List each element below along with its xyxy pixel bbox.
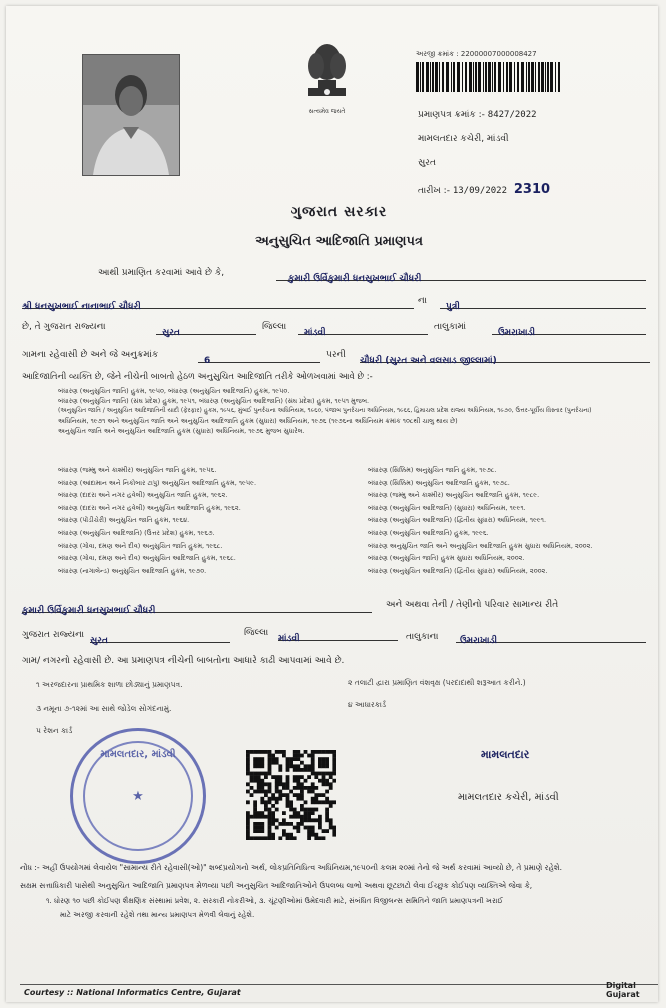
application-number: અરજી ક્રમાંક : 22000007000008427 (416, 50, 537, 58)
taluka-label: તાલુકામાં (434, 322, 467, 332)
town: સુરત (162, 328, 180, 338)
order-item: બંધારણ (અનુસુચિત જાતિ) હુકમ સુધારા અધિનિયમ, ૨૦૦૨. (368, 554, 525, 563)
official-seal: મામલતદાર, માંડવી ★ (70, 728, 206, 864)
order-item: બંધારણ (નાગાલેન્ડ) અનુસુચિત આદિજાતિ હુકમ, ૧૯૭૦. (58, 566, 207, 575)
order-item: બંધારણ (અનુસુચિત આદિજાતિ) (દ્વિતીય સુધારા) અધિનિયમ, ૨૦૦૨. (368, 566, 548, 575)
order-item: બંધારણ (અનુસુચિત આદિજાતિ) (દ્વિતીય સુધારા) અધિનિયમ, ૧૯૯૧. (368, 516, 547, 525)
note-line: ૧. ધોરણ ૧૦ પછી કોઈપણ શૈક્ષણિક સંસ્થામાં પ્રવેશ, ૨. સરકારી નોકરીઓ, ૩. ચૂંટણીઓમાં ઉમેદવારી માટે, સંબંધિત વિજીલન્સ સમિતિને જાતિ પ્રમાણપત્રની ખરાઈ (46, 896, 503, 905)
applicant-name: કુમારી ઉર્વિકુમારી ધનસુખભાઈ ચૌધરી (288, 274, 422, 284)
note-line: નોંધ :- અહીં ઉપયોગમાં લેવાયેલ "સામાન્ય રીતે રહેવાસી(ઓ)" શબ્દપ્રયોગનો અર્થ, લોકપ્રતિનિધિત્વ અધિનિયમ,૧૯૫૦ની કલમ ૨૦માં તેનો જે અર્થ કરવામાં આવ્યો છે, તે પ્રમાણે રહેશે. (20, 863, 563, 872)
barcode (416, 62, 564, 92)
certificate-page (6, 6, 658, 1002)
order-item: બંધારણ (અનુસુચિત જાતિ) હુકમ, ૧૯૫૦, બંધારણ (અનુસુચિત આદિજાતિ) હુકમ, ૧૯૫૦. (58, 387, 290, 395)
document-item: ૩ નમૂના ૭-૧૨માં આ સાથે જોડેલ સોગંદનામું. (36, 704, 172, 713)
certificate-number-row: પ્રમાણપત્ર ક્રમાંક :- 8427/2022 (418, 110, 537, 120)
order-item: બંધારણ (પોંડીચેરી) અનુસુચિત જાતિ હુકમ, ૧૯૬૪. (58, 516, 190, 525)
date-row: તારીખ :- 13/09/2022 2310 (418, 182, 551, 197)
caste: ચૌધરી (સુરત અને વલસાડ જીલ્લામાં) (360, 356, 497, 366)
order-item: અનુસુચિત જાતિ અને અનુસુચિત આદિજાતિ હુકમ (સુધારા) અધિનિયમ, ૧૯૭૬ મુજબ સુધારેલ. (58, 427, 305, 435)
date-label: તારીખ (418, 186, 441, 196)
emblem-caption: સત્યમેવ જયતે (308, 108, 346, 115)
order-item: બંધારણ (આંદામાન અને નિકોબાર ટાપુ) અનુસુચિત આદિજાતિ હુકમ, ૧૯૫૯. (58, 478, 257, 487)
residence-village: ઉમરાખાડી (460, 636, 498, 646)
order-item: બંધારણ (અનુસુચિત આદિજાતિ) (ઉત્તર પ્રદેશ) હુકમ, ૧૯૬૭. (58, 528, 215, 537)
document-item: ૫ રેશન કાર્ડ (36, 726, 73, 735)
order-item: બંધારણ (અનુસુચિત જાતિ) (સંઘ પ્રદેશ) હુકમ, ૧૯૫૧, બંધારણ (અનુસુચિત આદિજાતિ) (સંઘ પ્રદેશ) હુકમ, ૧૯૫૧ મુજબ. (58, 397, 370, 405)
relation: પુત્રી (446, 302, 460, 312)
signatory-office: મામલતદાર કચેરી, માંડવી (458, 792, 559, 803)
order-item: (અનુસુચિત જાતિ / અનુસુચિત આદિજાતિની યાદી (ફેરફાર) હુકમ, ૧૯૫૬, મુંબઈ પુનર્રચના અધિનિયમ, ૧૯૬૦, પંજાબ પુનર્રચના અધિનિયમ, ૧૯૬૬, હિમાચલ પ્રદેશ રાજ્ય અધિનિયમ, ૧૯૭૦, ઉત્તર-પૂર્વીય વિસ્તાર (પુનર્રચના) (58, 407, 592, 414)
seal-text: મામલતદાર, માંડવી (100, 749, 176, 760)
order-item: બંધારણ (દાદરા અને નગર હવેલી) અનુસુચિત જાતિ હુકમ, ૧૯૬૨. (58, 491, 228, 500)
caste-label: પરની (326, 350, 346, 360)
certify-label: આથી પ્રમાણિત કરવામાં આવે છે કે, (98, 268, 225, 278)
village: ઉમરાખાડી (498, 328, 536, 338)
signature: મામલતદાર (481, 748, 530, 761)
state-label: છે, તે ગુજરાત રાજ્યના (22, 322, 106, 332)
serial-number: 6 (204, 356, 211, 366)
residence-basis: ગામ/ નગરનો રહેવાસી છે. આ પ્રમાણપત્ર નીચેની બાબતોના આધારે કાઢી આપવામાં આવે છે. (22, 656, 345, 666)
order-item: બંધારણ (દાદરા અને નગર હવેલી) અનુસુચિત આદિજાતિ હુકમ, ૧૯૬૨. (58, 503, 241, 512)
order-item: બંધારણ અનુસુચિત જાતિ અને અનુસુચિત આદિજાતિ હુકમ સુધારા અધિનિયમ, ૨૦૦૨. (368, 541, 593, 550)
orders-top (58, 386, 648, 436)
certificate-title: અનુસુચિત આદિજાતિ પ્રમાણપત્ર (255, 234, 423, 249)
district-label: જિલ્લા (262, 322, 287, 332)
residence-state-label: ગુજરાત રાજ્યના (22, 630, 85, 640)
certificate-number: 8427/2022 (487, 110, 537, 120)
notes (20, 860, 652, 922)
note-line: સક્ષમ સત્તાધિકારી પાસેથી અનુસુચિત આદિજાતિ પ્રમાણપત્ર મેળવ્યા પછી અનુસુચિત આદિજાતિઓને ઉપલબ્ધ લાભો અથવા છૂટછાટો લેવા ઈચ્છુક કોઈપણ વ્યક્તિએ જેવા કે, (20, 881, 533, 890)
district: માંડવી (304, 328, 326, 338)
office-city: સુરત (418, 158, 436, 168)
residence-district: માંડવી (278, 634, 300, 644)
order-item: બંધારણ (અનુસુચિત આદિજાતિ) હુકમ, ૧૯૯૬. (368, 528, 489, 537)
residence-district-label: જિલ્લા (244, 628, 269, 638)
office-line: મામલતદાર કચેરી, માંડવી (418, 134, 509, 144)
order-item: બંધારણ (જમ્મુ અને કાશ્મીર) અનુસુચિત આદિજાતિ હુકમ, ૧૯૮૯. (368, 491, 540, 500)
order-item: અધિનિયમ, ૧૯૭૧ અને અનુસુચિત જાતિ અને અનુસુચિત આદિજાતિ હુકમ (સુધારા) અધિનિયમ, ૧૯૭૬ (૧૯૭૬ના અધિનિયમ ક્રમાંક ૧૦૮થી ચાલુ થાય છે) (58, 417, 458, 425)
issue-date: 13/09/2022 (452, 186, 508, 196)
order-item: બંધારણ (અનુસુચિત આદિજાતિ) (સુધારા) અધિનિયમ, ૧૯૯૧. (368, 503, 526, 512)
serial-label: ગામના રહેવાસી છે અને જે અનુક્રમાંક (22, 350, 159, 360)
declaration: આદિજાતિની વ્યક્તિ છે, જેને નીચેની બાબતો હેઠળ અનુસુચિત આદિજાતિ તરીકે ઓળખવામાં આવે છે :- (22, 372, 373, 382)
residence-name: કુમારી ઉર્વિકુમારી ધનસુખભાઈ ચૌધરી (22, 606, 156, 616)
residence-taluka-label: તાલુકાના (406, 632, 439, 642)
orders-left (58, 464, 348, 577)
family-text: અને અથવા તેની / તેણીનો પરિવાર સામાન્ય રીતે (386, 600, 559, 610)
note-line: માટે અરજી કરવાની રહેશે તથા માન્ય પ્રમાણપત્ર મેળવી લેવાનું રહેશે. (60, 910, 255, 919)
footer-courtesy: Courtesy :: National Informatics Centre, Gujarat (24, 988, 241, 997)
government-title: ગુજરાત સરકાર (290, 204, 388, 220)
stamp-number: 2310 (513, 182, 551, 197)
footer-brand: Digital Gujarat (606, 981, 640, 999)
applicant-photo (82, 54, 180, 176)
order-item: બંધારણ (જમ્મુ અને કાશ્મીર) અનુસુચિત જાતિ હુકમ, ૧૯૫૬. (58, 466, 217, 474)
order-item: બંધારણ (ગોવા, દમણ અને દીવ) અનુસુચિત આદિજાતિ હુકમ, ૧૯૬૮. (58, 554, 236, 563)
order-item: બંધારણ (સિક્કિમ) અનુસુચિત જાતિ હુકમ, ૧૯૭૮. (368, 466, 497, 474)
state-emblem (298, 40, 356, 116)
document-item: ૧ અરજદારના પ્રાથમિક શાળા છોડ્યાનું પ્રમાણપત્ર. (36, 680, 183, 689)
relation-label: ના (418, 296, 427, 306)
orders-right (368, 464, 652, 577)
certificate-number-label: પ્રમાણપત્ર ક્રમાંક (418, 110, 476, 120)
order-item: બંધારણ (ગોવા, દમણ અને દીવ) અનુસુચિત જાતિ હુકમ, ૧૯૬૮. (58, 541, 223, 550)
document-item: ૨ તલાટી દ્વારા પ્રમાણિત વંશવૃક્ષ (પરદાદાથી શરૂઆત કરીને.) (348, 678, 526, 687)
order-item: બંધારણ (સિક્કિમ) અનુસુચિત આદિજાતિ હુકમ, ૧૯૭૮. (368, 478, 510, 487)
document-item: ૪ આધારકાર્ડ (348, 700, 387, 709)
qr-code (246, 750, 336, 840)
parent-name: શ્રી ધનસુખભાઈ નાનાભાઈ ચૌધરી (22, 302, 141, 312)
residence-town: સુરત (90, 636, 108, 646)
